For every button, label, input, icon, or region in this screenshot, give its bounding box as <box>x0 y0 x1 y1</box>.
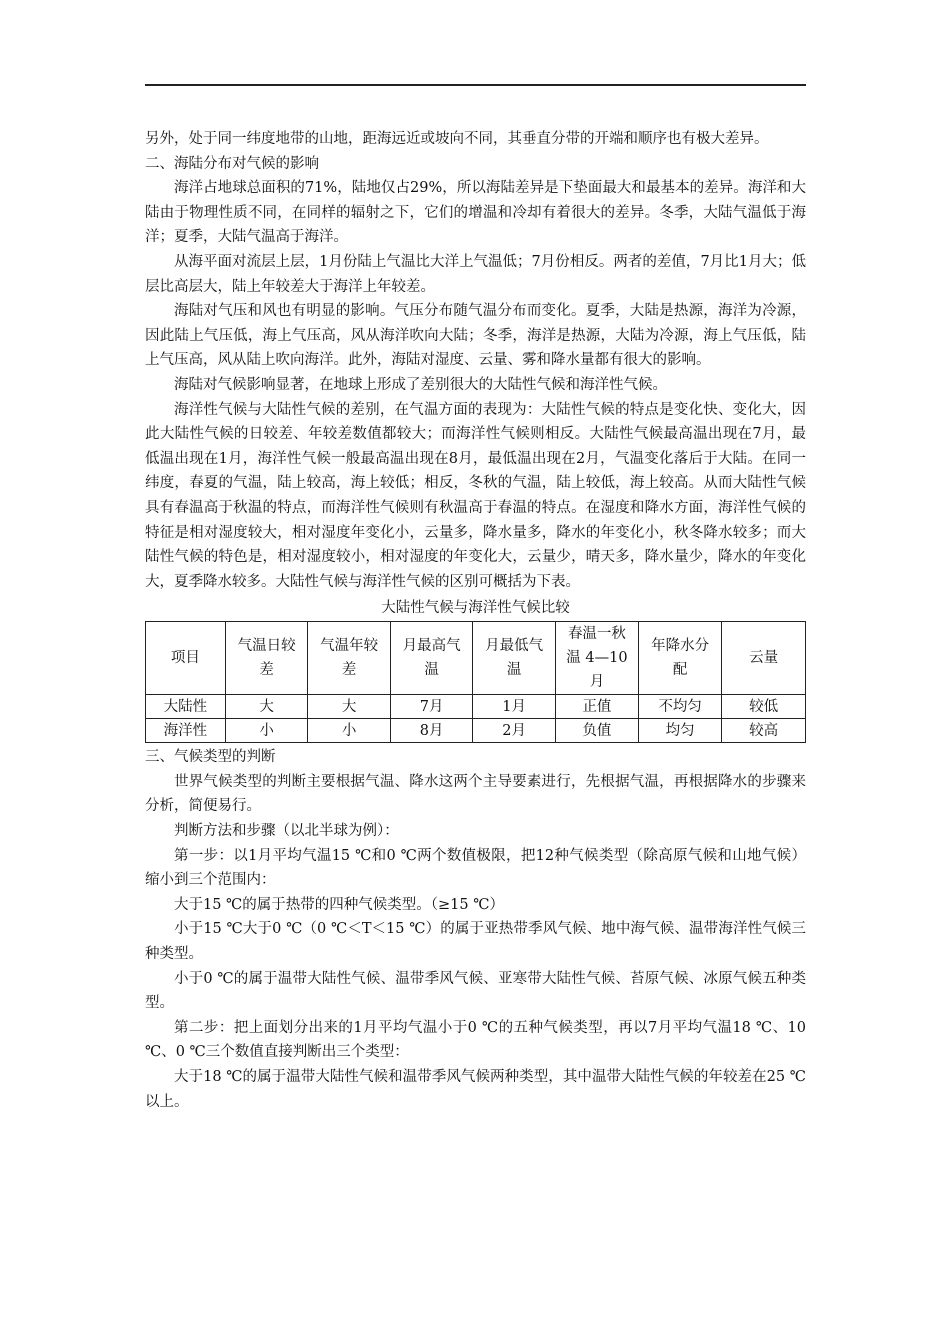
table-cell: 小 <box>308 719 391 743</box>
table-header-cell: 年降水分配 <box>639 622 722 695</box>
paragraph: 小于0 ℃的属于温带大陆性气候、温带季风气候、亚寒带大陆性气候、苔原气候、冰原气候五种类型。 <box>145 970 806 1012</box>
paragraph: 判断方法和步骤（以北半球为例）： <box>174 823 399 840</box>
paragraph: 小于15 ℃大于0 ℃（0 ℃＜T＜15 ℃）的属于亚热带季风气候、地中海气候、温带海洋性气候三种类型。 <box>145 921 806 963</box>
table-header-cell: 项目 <box>146 622 226 695</box>
table-cell: 负值 <box>555 719 638 743</box>
section-heading: 二、海陆分布对气候的影响 <box>145 155 319 172</box>
paragraph: 大于18 ℃的属于温带大陆性气候和温带季风气候两种类型，其中温带大陆性气候的年较差在25 ℃以上。 <box>145 1069 806 1110</box>
table-cell: 较低 <box>722 695 806 719</box>
table-cell: 大 <box>225 695 308 719</box>
paragraph: 从海平面对流层上层，1月份陆上气温比大洋上气温低；7月份相反。两者的差值，7月比1月大；低层比高层大，陆上年较差大于海洋上年较差。 <box>145 253 806 295</box>
table-cell: 1月 <box>473 695 556 719</box>
table-header-cell: 春温一秋温 4—10 月 <box>555 622 638 695</box>
paragraphs-before-table <box>145 127 806 594</box>
section-heading: 另外，处于同一纬度地带的山地，距海远近或坡向不同，其垂直分带的开端和顺序也有极大差异。 <box>145 131 769 147</box>
paragraph: 海洋性气候与大陆性气候的差别，在气温方面的表现为：大陆性气候的特点是变化快、变化大，因此大陆性气候的日较差、年较差数值都较大；而海洋性气候则相反。大陆性气候最高温出现在7月，最低温出现在1月，海洋性气候一般最高温出现在8月，最低温出现在2月，气温变化落后于大陆。在同一纬度，春夏的气温，陆上较高，海上较低；相反，冬秋的气温，陆上较低，海上较高。从而大陆性气候具有春温高于秋温的特点，而海洋性气候则有秋温高于春温的特点。在湿度和降水方面，海洋性气候的特征是相对湿度较大，相对湿度年变化小，云量多，降水量多，降水的年变化小，秋冬降水较多；而大陆性气候的特色是，相对湿度较小，相对湿度的年变化大，云量少，晴天多，降水量少，降水的年变化大，夏季降水较多。大陆性气候与海洋性气候的区别可概括为下表。 <box>145 401 806 590</box>
table-caption: 大陆性气候与海洋性气候比较 <box>381 600 570 617</box>
table-cell: 2月 <box>473 719 556 743</box>
table-cell: 大 <box>308 695 391 719</box>
paragraph: 海陆对气压和风也有明显的影响。气压分布随气温分布而变化。夏季，大陆是热源，海洋为冷源，因此陆上气压低，海上气压高，风从海洋吹向大陆；冬季，海洋是热源，大陆为冷源，海上气压低，陆上气压高，风从陆上吹向海洋。此外，海陆对湿度、云量、雾和降水量都有很大的影响。 <box>145 303 806 369</box>
paragraph: 第二步：把上面划分出来的1月平均气温小于0 ℃的五种气候类型，再以7月平均气温18 ℃、10 ℃、0 ℃三个数值直接判断出三个类型： <box>145 1019 806 1061</box>
paragraphs-after-table <box>145 745 806 1114</box>
section-heading: 三、气候类型的判断 <box>145 749 276 766</box>
table-header-cell: 云量 <box>722 622 806 695</box>
paragraph: 海陆对气候影响显著，在地球上形成了差别很大的大陆性气候和海洋性气候。 <box>174 376 667 393</box>
table-cell: 大陆性 <box>146 695 226 719</box>
table-row <box>146 719 806 743</box>
header-rule <box>145 84 806 86</box>
table-cell: 7月 <box>390 695 473 719</box>
table-cell: 海洋性 <box>146 719 226 743</box>
paragraph: 第一步：以1月平均气温15 ℃和0 ℃两个数值极限，把12种气候类型（除高原气候和山地气候）缩小到三个范围内： <box>145 847 806 889</box>
table-header-row <box>146 622 806 695</box>
paragraph: 世界气候类型的判断主要根据气温、降水这两个主导要素进行，先根据气温，再根据降水的步骤来分析，简便易行。 <box>145 773 806 815</box>
table-header-cell: 月最高气温 <box>390 622 473 695</box>
table-cell: 不均匀 <box>639 695 722 719</box>
table-cell: 均匀 <box>639 719 722 743</box>
paragraph: 大于15 ℃的属于热带的四种气候类型。（≥15 ℃） <box>174 896 504 913</box>
climate-comparison-table <box>145 621 806 743</box>
paragraph: 海洋占地球总面积的71%，陆地仅占29%，所以海陆差异是下垫面最大和最基本的差异。海洋和大陆由于物理性质不同，在同样的辐射之下，它们的增温和冷却有着很大的差异。冬季，大陆气温低于海洋；夏季，大陆气温高于海洋。 <box>145 180 806 246</box>
table-header-cell: 气温日较差 <box>225 622 308 695</box>
table-row <box>146 695 806 719</box>
table-cell: 小 <box>225 719 308 743</box>
table-cell: 较高 <box>722 719 806 743</box>
table-cell: 8月 <box>390 719 473 743</box>
table-header-cell: 月最低气温 <box>473 622 556 695</box>
document-body <box>145 127 806 1114</box>
table-cell: 正值 <box>555 695 638 719</box>
table-body <box>146 695 806 743</box>
table-header-cell: 气温年较差 <box>308 622 391 695</box>
